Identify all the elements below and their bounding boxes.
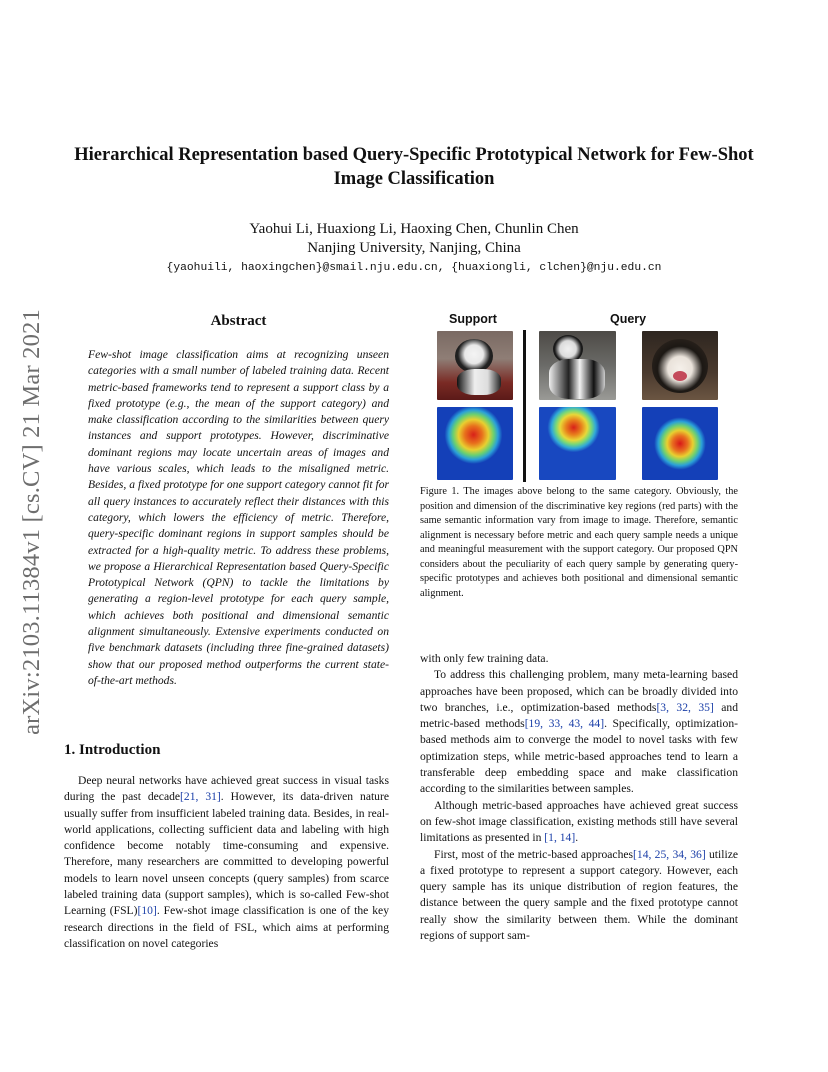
support-heatmap [437,407,513,480]
citation-link[interactable]: [10] [137,904,157,918]
query-heatmap-2 [642,407,718,480]
affiliation: Nanjing University, Nanjing, China [307,240,521,256]
citation-link[interactable]: [3, 32, 35] [656,700,714,714]
citation-link[interactable]: [14, 25, 34, 36] [633,847,706,861]
text-run: . [575,831,579,845]
text-run: Although metric-based approaches have achieved great success on few-shot image classification, existing methods still have several limitations as presented in [420,798,738,845]
text-run: Deep neural networks have achieved great success in visual tasks during the past decade [64,774,389,804]
abstract-heading: Abstract [210,313,267,329]
paper-title: Hierarchical Representation based Query-Specific Prototypical Network for Few-Shot Image Classification [74,145,754,189]
text-run: To address this challenging problem, many meta-learning based approaches have been proposed, which can be broadly divided into two branches, i.e., optimization-based methods [420,668,738,714]
query-photo-2 [642,331,718,400]
paragraph [420,667,738,797]
support-photo [437,331,513,400]
query-photo-1 [539,331,616,400]
text-run: utilize a fixed prototype to represent a support category. However, each query sample has its unique distribution of region features, the distance between the query sample and the fixed prototype cannot really show the similarity between them. While the dominant regions of support sam- [420,847,738,943]
authors: Yaohui Li, Huaxiong Li, Haoxing Chen, Chunlin Chen [249,221,579,237]
paragraph [420,798,738,847]
author-block [60,220,768,258]
text-run: . Specifically, optimization-based methods aim to converge the model to novel tasks with few optimization steps, while metric-based approaches tend to learn a transferable deep embedding space and make classification according to the similarities between samples. [420,717,738,796]
figure-caption: Figure 1. The images above belong to the same category. Obviously, the position and dimension of the discriminative key regions (red parts) with the same semantic information vary from image to image. Therefore, semantic alignment is necessary before metric and each query sample needs a unique and meaningful measurement with the support category. Our proposed QPN considers about the peculiarity of each query sample by generating query-specific prototypes and achieves both positional and dimensional semantic alignment. [420,486,738,599]
intro-heading: 1. Introduction [64,742,161,758]
right-column-text [420,651,738,944]
text-run: First, most of the metric-based approaches [434,847,634,861]
intro-paragraph [64,773,389,952]
query-heatmap-1 [539,407,616,480]
text-run: . Few-shot image classification is one of the key research directions in the field of FSL, which aims at performing classification on novel categories [64,904,389,950]
abstract-text: Few-shot image classification aims at recognizing unseen categories with a small number of labeled training data. Recent metric-based frameworks tend to represent a support class by a fixed prototype (e.g., the mean of the support category) and make classification according to the similarities between query instances and support prototypes. However, discriminative dominant regions may locate uncertain areas of images and have various scales, which leads to the misaligned metric. Besides, a fixed prototype for one support category cannot fit for all query instances to accurately reflect their distances with this category, which lowers the efficiency of metric. Therefore, query-specific dominant regions in support samples should be extracted for a high-quality metric. To address these problems, we propose a Hierarchical Representation based Query-Specific Prototypical Network (QPN) to tackle the limitations by generating a region-level prototype for each query sample, which achieves both positional and dimensional semantic alignment simultaneously. Extensive experiments conducted on five benchmark datasets (including three fine-grained datasets) show that our proposed method outperforms the current state-of-the-art methods. [88,348,389,687]
text-run: . However, its data-driven nature usually suffer from insufficient labeled training data. Besides, in real-world applications, collecting sufficient data and labeling with high confidence become notably time-consuming and expensive. Therefore, many researchers are committed to developing powerful models to learn novel unseen concepts (query samples) from scarce labeled training data (support samples), which is so-called Few-shot Learning (FSL) [64,790,389,918]
text-run: and metric-based methods [420,700,738,731]
paragraph [420,847,738,945]
citation-link[interactable]: [1, 14] [544,831,576,845]
arxiv-stamp [20,287,44,757]
intro-text [64,773,389,952]
emails: {yaohuili, haoxingchen}@smail.nju.edu.cn, {huaxiongli, clchen}@nju.edu.cn [166,262,662,274]
support-label: Support [449,312,497,326]
paragraph: with only few training data. [420,652,549,665]
citation-link[interactable]: [21, 31] [180,790,221,804]
figure-divider [523,330,526,482]
arxiv-id: arXiv:2103.11384v1 [cs.CV] 21 Mar 2021 [18,309,45,735]
citation-link[interactable]: [19, 33, 43, 44] [524,717,605,731]
query-label: Query [610,312,647,326]
